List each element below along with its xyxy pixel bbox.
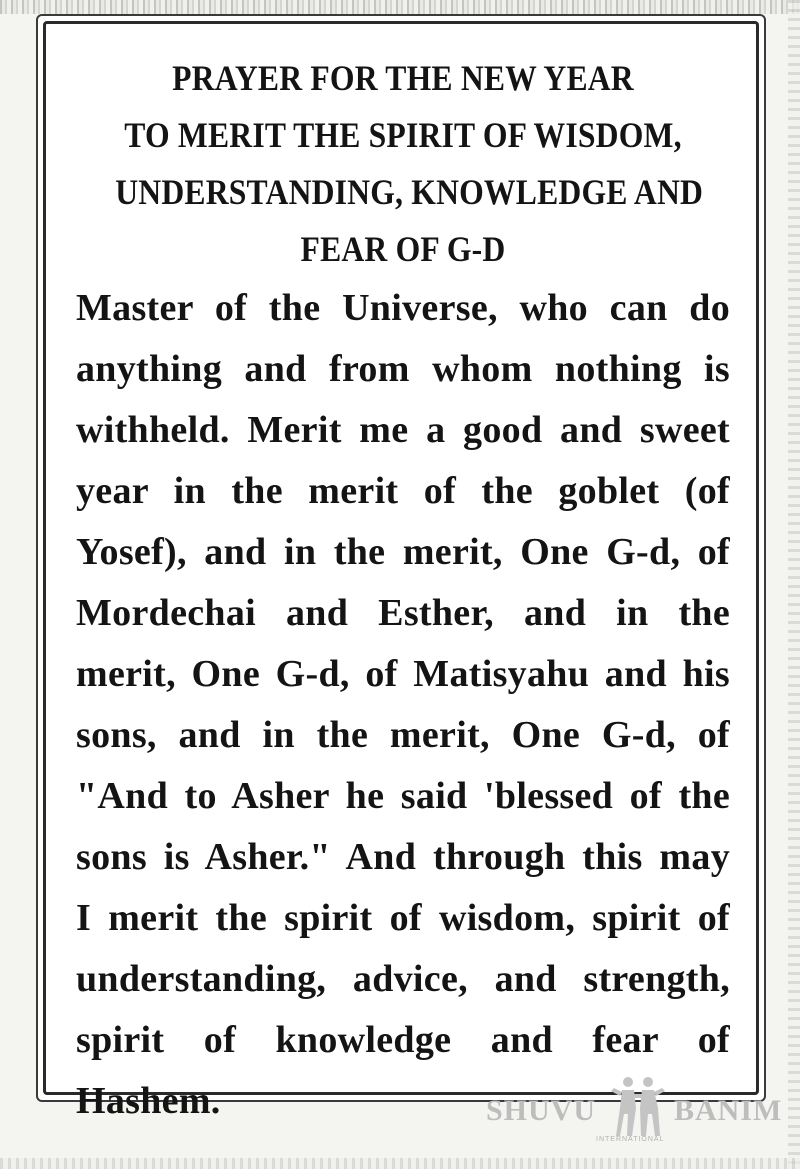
body-line-6: Mordechai and Esther, and in the bbox=[76, 592, 730, 634]
prayer-body bbox=[76, 278, 730, 1132]
watermark-text-right: BANIM bbox=[674, 1094, 783, 1127]
body-line-7: merit, One G-d, of Matisyahu and his bbox=[76, 653, 730, 695]
body-line-8: sons, and in the merit, One G-d, of bbox=[76, 714, 730, 756]
body-line-5: Yosef), and in the merit, One G-d, of bbox=[76, 531, 730, 573]
title-line-3: UNDERSTANDING, KNOWLEDGE AND bbox=[115, 172, 704, 212]
scan-edge-right bbox=[788, 0, 800, 1169]
watermark-text-left: SHUVU bbox=[486, 1094, 597, 1127]
body-line-12: understanding, advice, and strength, bbox=[76, 958, 730, 1000]
body-line-9: "And to Asher he said 'blessed of the bbox=[76, 775, 730, 817]
document-content bbox=[76, 50, 730, 1132]
dancing-figures-icon bbox=[608, 1074, 668, 1138]
prayer-title bbox=[115, 50, 704, 278]
scan-edge-bottom bbox=[0, 1158, 800, 1169]
body-line-2: anything and from whom nothing is bbox=[76, 348, 730, 390]
watermark-subtext: INTERNATIONAL bbox=[596, 1136, 665, 1143]
body-line-11: I merit the spirit of wisdom, spirit of bbox=[76, 897, 730, 939]
title-line-4: FEAR OF G-D bbox=[300, 229, 506, 269]
body-line-14: Hashem. bbox=[76, 1080, 221, 1122]
body-line-13: spirit of knowledge and fear of bbox=[76, 1019, 730, 1061]
body-line-3: withheld. Merit me a good and sweet bbox=[76, 409, 730, 451]
body-line-4: year in the merit of the goblet (of bbox=[76, 470, 730, 512]
title-line-1: PRAYER FOR THE NEW YEAR bbox=[172, 58, 634, 98]
shuvu-banim-watermark bbox=[486, 1074, 786, 1154]
body-line-10: sons is Asher." And through this may bbox=[76, 836, 730, 878]
scan-edge-top bbox=[0, 0, 800, 14]
body-line-1: Master of the Universe, who can do bbox=[76, 287, 730, 329]
title-line-2: TO MERIT THE SPIRIT OF WISDOM, bbox=[124, 115, 682, 155]
